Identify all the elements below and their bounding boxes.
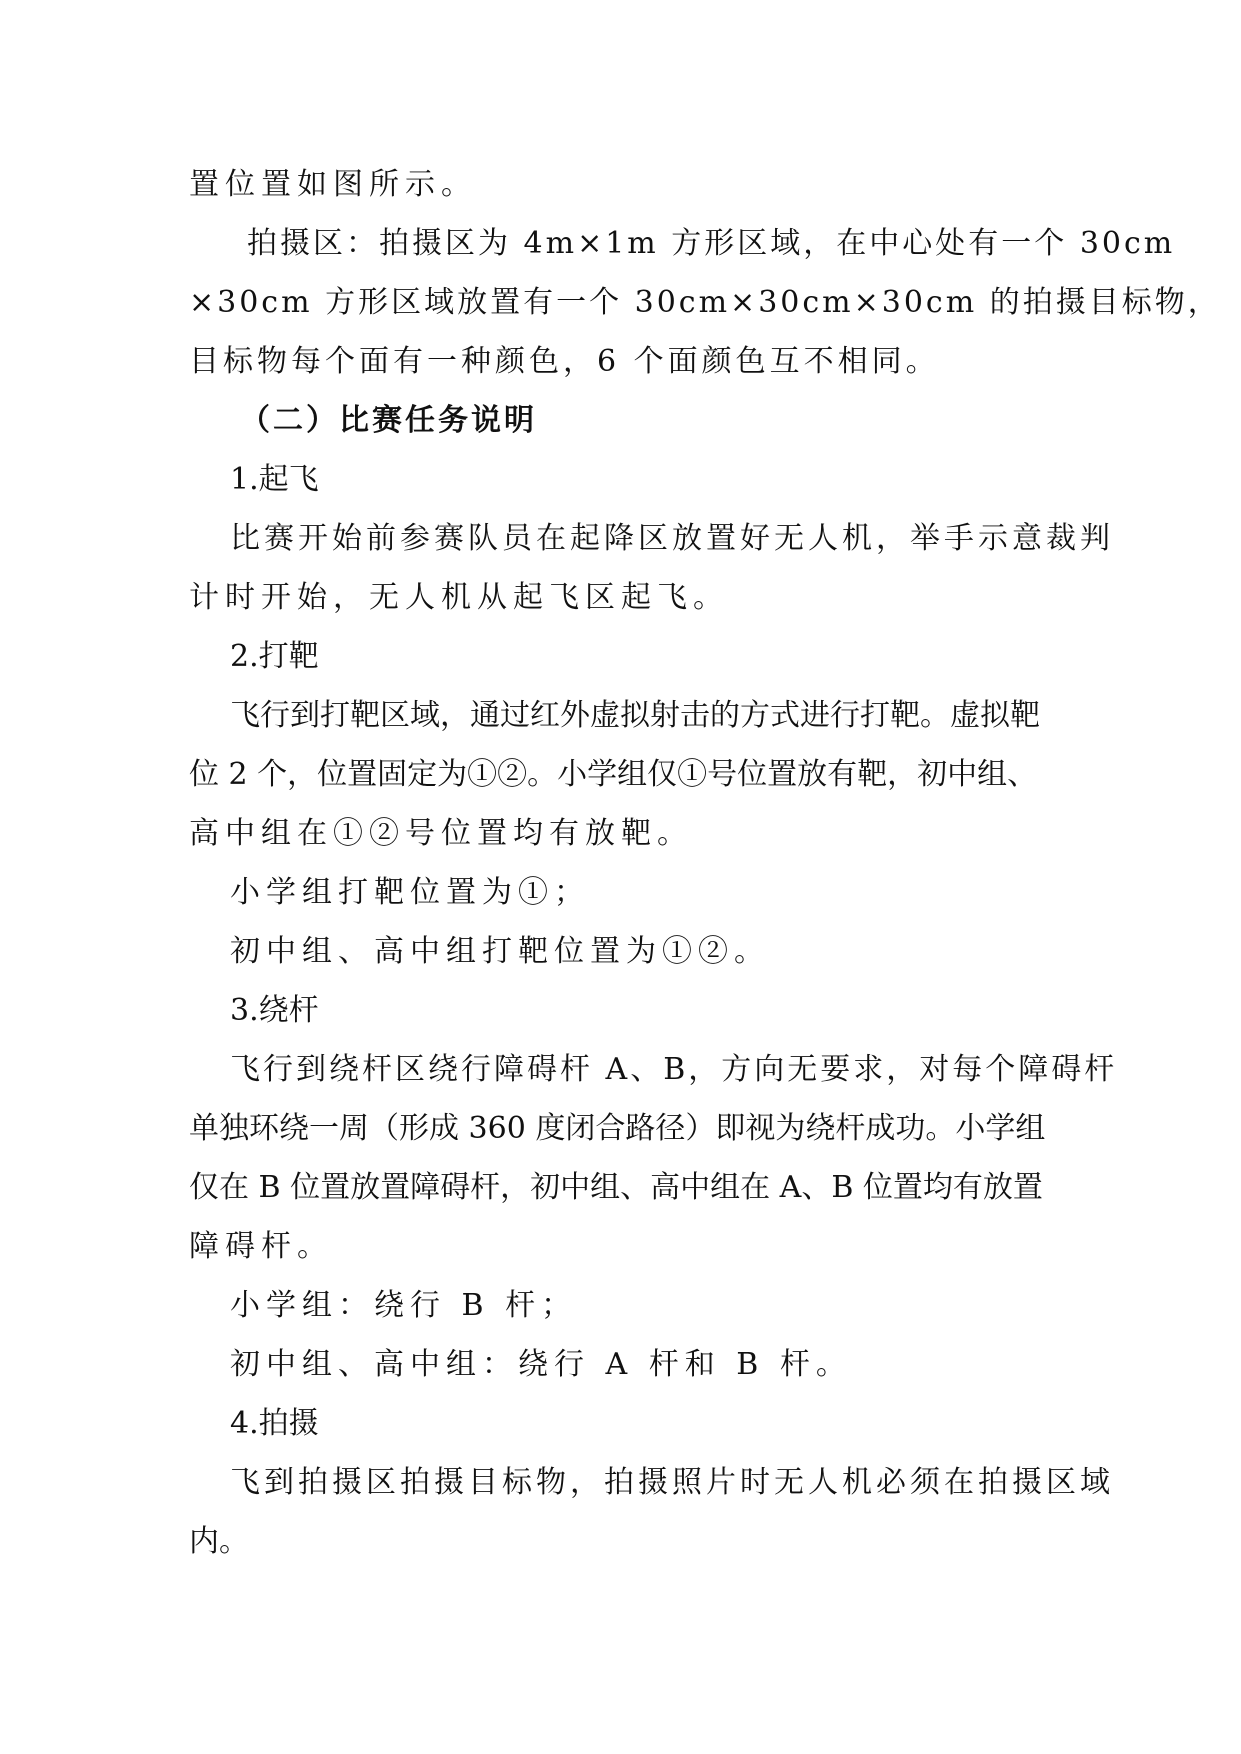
paragraph-line: 飞行到打靶区域，通过红外虚拟射击的方式进行打靶。虚拟靶 [230, 698, 1040, 733]
subsection-title: 2.打靶 [230, 639, 319, 674]
paragraph-line: 比赛开始前参赛队员在起降区放置好无人机，举手示意裁判 [230, 521, 1114, 556]
paragraph-line: 障碍杆。 [189, 1229, 333, 1264]
subsection-title: 3.绕杆 [230, 993, 319, 1028]
subsection-title: 4.拍摄 [230, 1406, 319, 1441]
paragraph-line: 置位置如图所示。 [189, 167, 477, 202]
paragraph-line: 计时开始，无人机从起飞区起飞。 [189, 580, 729, 615]
paragraph-line: 初中组、高中组打靶位置为①②。 [230, 934, 770, 969]
paragraph-line: 小学组：绕行 B 杆； [230, 1288, 578, 1323]
paragraph-line: 小学组打靶位置为①； [230, 875, 590, 910]
paragraph-line: 单独环绕一周（形成 360 度闭合路径）即视为绕杆成功。小学组 [189, 1111, 1046, 1146]
paragraph-line: 目标物每个面有一种颜色，6 个面颜色互不相同。 [189, 344, 940, 379]
paragraph-line: 初中组、高中组：绕行 A 杆和 B 杆。 [230, 1347, 852, 1382]
paragraph-line: 位 2 个，位置固定为①②。小学组仅①号位置放有靶，初中组、 [189, 757, 1038, 792]
paragraph-line: 拍摄区：拍摄区为 4m×1m 方形区域，在中心处有一个 30cm [247, 226, 1176, 261]
subsection-title: 1.起飞 [230, 462, 319, 497]
paragraph-line: 飞到拍摄区拍摄目标物，拍摄照片时无人机必须在拍摄区域 [230, 1465, 1114, 1500]
paragraph-line: 飞行到绕杆区绕行障碍杆 A、B，方向无要求，对每个障碍杆 [230, 1052, 1118, 1087]
paragraph-line: ×30cm 方形区域放置有一个 30cm×30cm×30cm 的拍摄目标物， [189, 285, 1221, 320]
paragraph-line: 仅在 B 位置放置障碍杆，初中组、高中组在 A、B 位置均有放置 [189, 1170, 1043, 1205]
paragraph-line: 高中组在①②号位置均有放靶。 [189, 816, 693, 851]
section-heading: （二）比赛任务说明 [240, 403, 537, 438]
paragraph-line: 内。 [189, 1524, 249, 1559]
